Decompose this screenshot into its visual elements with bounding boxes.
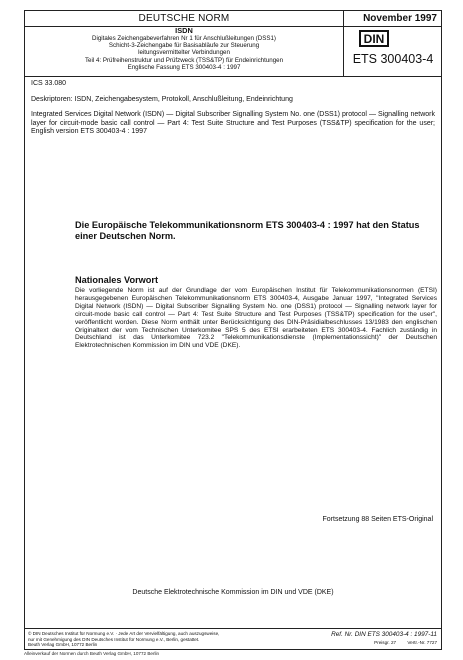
distribution-number: Vertr.-Nr. 7727 <box>407 640 437 645</box>
title-block <box>25 26 441 77</box>
norm-page <box>24 10 442 650</box>
vorwort-text: Die vorliegende Norm ist auf der Grundlage der vom Europäischen Institut für Telekommunikationsnormen (ETSI) herausgegebenen Europäischen Telekommunikationsnorm ETS 300403-4, Ausgabe Januar 1997, "Integrated Services Digital Network (ISDN) — Digital Subscriber Signalling System No. one (DSS1) protocol — Signalling network layer for circuit-mode basic call control — Part 4: Test Suite Structure and Test Purposes (TSS&TP) specification for the user", veröffentlicht worden. Diese Norm enthält unter Berücksichtigung des DIN-Präsidialbeschlusses 13/1983 den englischen Originaltext der vom Technischen Unterkomitee SPS 5 des ETSI erarbeiteten ETS 300403-4. Fachlich zuständig in Deutschland ist das Unterkomitee 723.2 "Telekommunikationsdienste (Implementationssicht)" der Deutschen Elektrotechnischen Kommission im DIN und VDE (DKE). <box>75 287 437 350</box>
title-line: Digitales Zeichengabeverfahren Nr 1 für Anschlußleitungen (DSS1) <box>91 35 276 42</box>
din-logo: DIN <box>359 30 389 47</box>
copyright-line: nur mit Genehmigung des DIN Deutsches Institut für Normung e.V., Berlin, gestattet. <box>28 636 200 642</box>
top-band <box>25 11 441 27</box>
title-line: Englische Fassung ETS 300403-4 : 1997 <box>127 63 241 71</box>
issue-date: November 1997 <box>363 13 437 24</box>
price-group: Preisgr. 27 <box>374 640 397 645</box>
ics-code: ICS 33.080 <box>31 80 67 87</box>
deskriptoren: Deskriptoren: ISDN, Zeichengabesystem, Protokoll, Anschlußleitung, Endeinrichtung <box>31 96 293 103</box>
vorwort-heading: Nationales Vorwort <box>75 275 159 285</box>
copyright-line: © DIN Deutsches Institut für Normung e.V. · Jede Art der Vervielfältigung, auch auszugsweise, <box>28 631 220 636</box>
footer <box>25 628 441 651</box>
dke-line: Deutsche Elektrotechnische Kommission im DIN und VDE (DKE) <box>132 589 334 596</box>
continuation-note: Fortsetzung 88 Seiten ETS-Original <box>322 516 433 523</box>
price-info <box>364 640 437 645</box>
english-title: Integrated Services Digital Network (ISDN) — Digital Subscriber Signalling System No. one (DSS1) protocol — Signalling network layer for circuit-mode basic call control — Part 4: Test Suite Structure and Test Purposes (TSS&TP) specification for the user; English version ETS 300403-4 : 1997 <box>31 111 435 136</box>
ets-number: ETS 300403-4 <box>352 52 434 66</box>
german-title <box>25 26 344 76</box>
copyright-notice <box>28 631 288 648</box>
norm-type-label: DEUTSCHE NORM <box>25 11 344 26</box>
title-line: Teil 4: Prüfreihenstruktur und Prüfzweck (TSS&TP) für Endeinrichtungen <box>84 56 284 64</box>
reference-number: Ref. Nr. DIN ETS 300403-4 : 1997-11 <box>331 631 437 638</box>
sales-note: Alleinverkauf der Normen durch Beuth Verlag GmbH, 10772 Berlin <box>24 651 160 656</box>
copyright-line: Beuth Verlag GmbH, 10772 Berlin <box>28 642 98 648</box>
title-line: leitungsvermittelter Verbindungen <box>138 49 230 57</box>
title-isdn: ISDN <box>175 26 193 35</box>
title-line: Schicht-3-Zeichengabe für Basisabläufe zur Steuerung <box>108 42 260 50</box>
status-statement: Die Europäische Telekommunikationsnorm ETS 300403-4 : 1997 hat den Status einer Deutschen Norm. <box>75 220 420 241</box>
